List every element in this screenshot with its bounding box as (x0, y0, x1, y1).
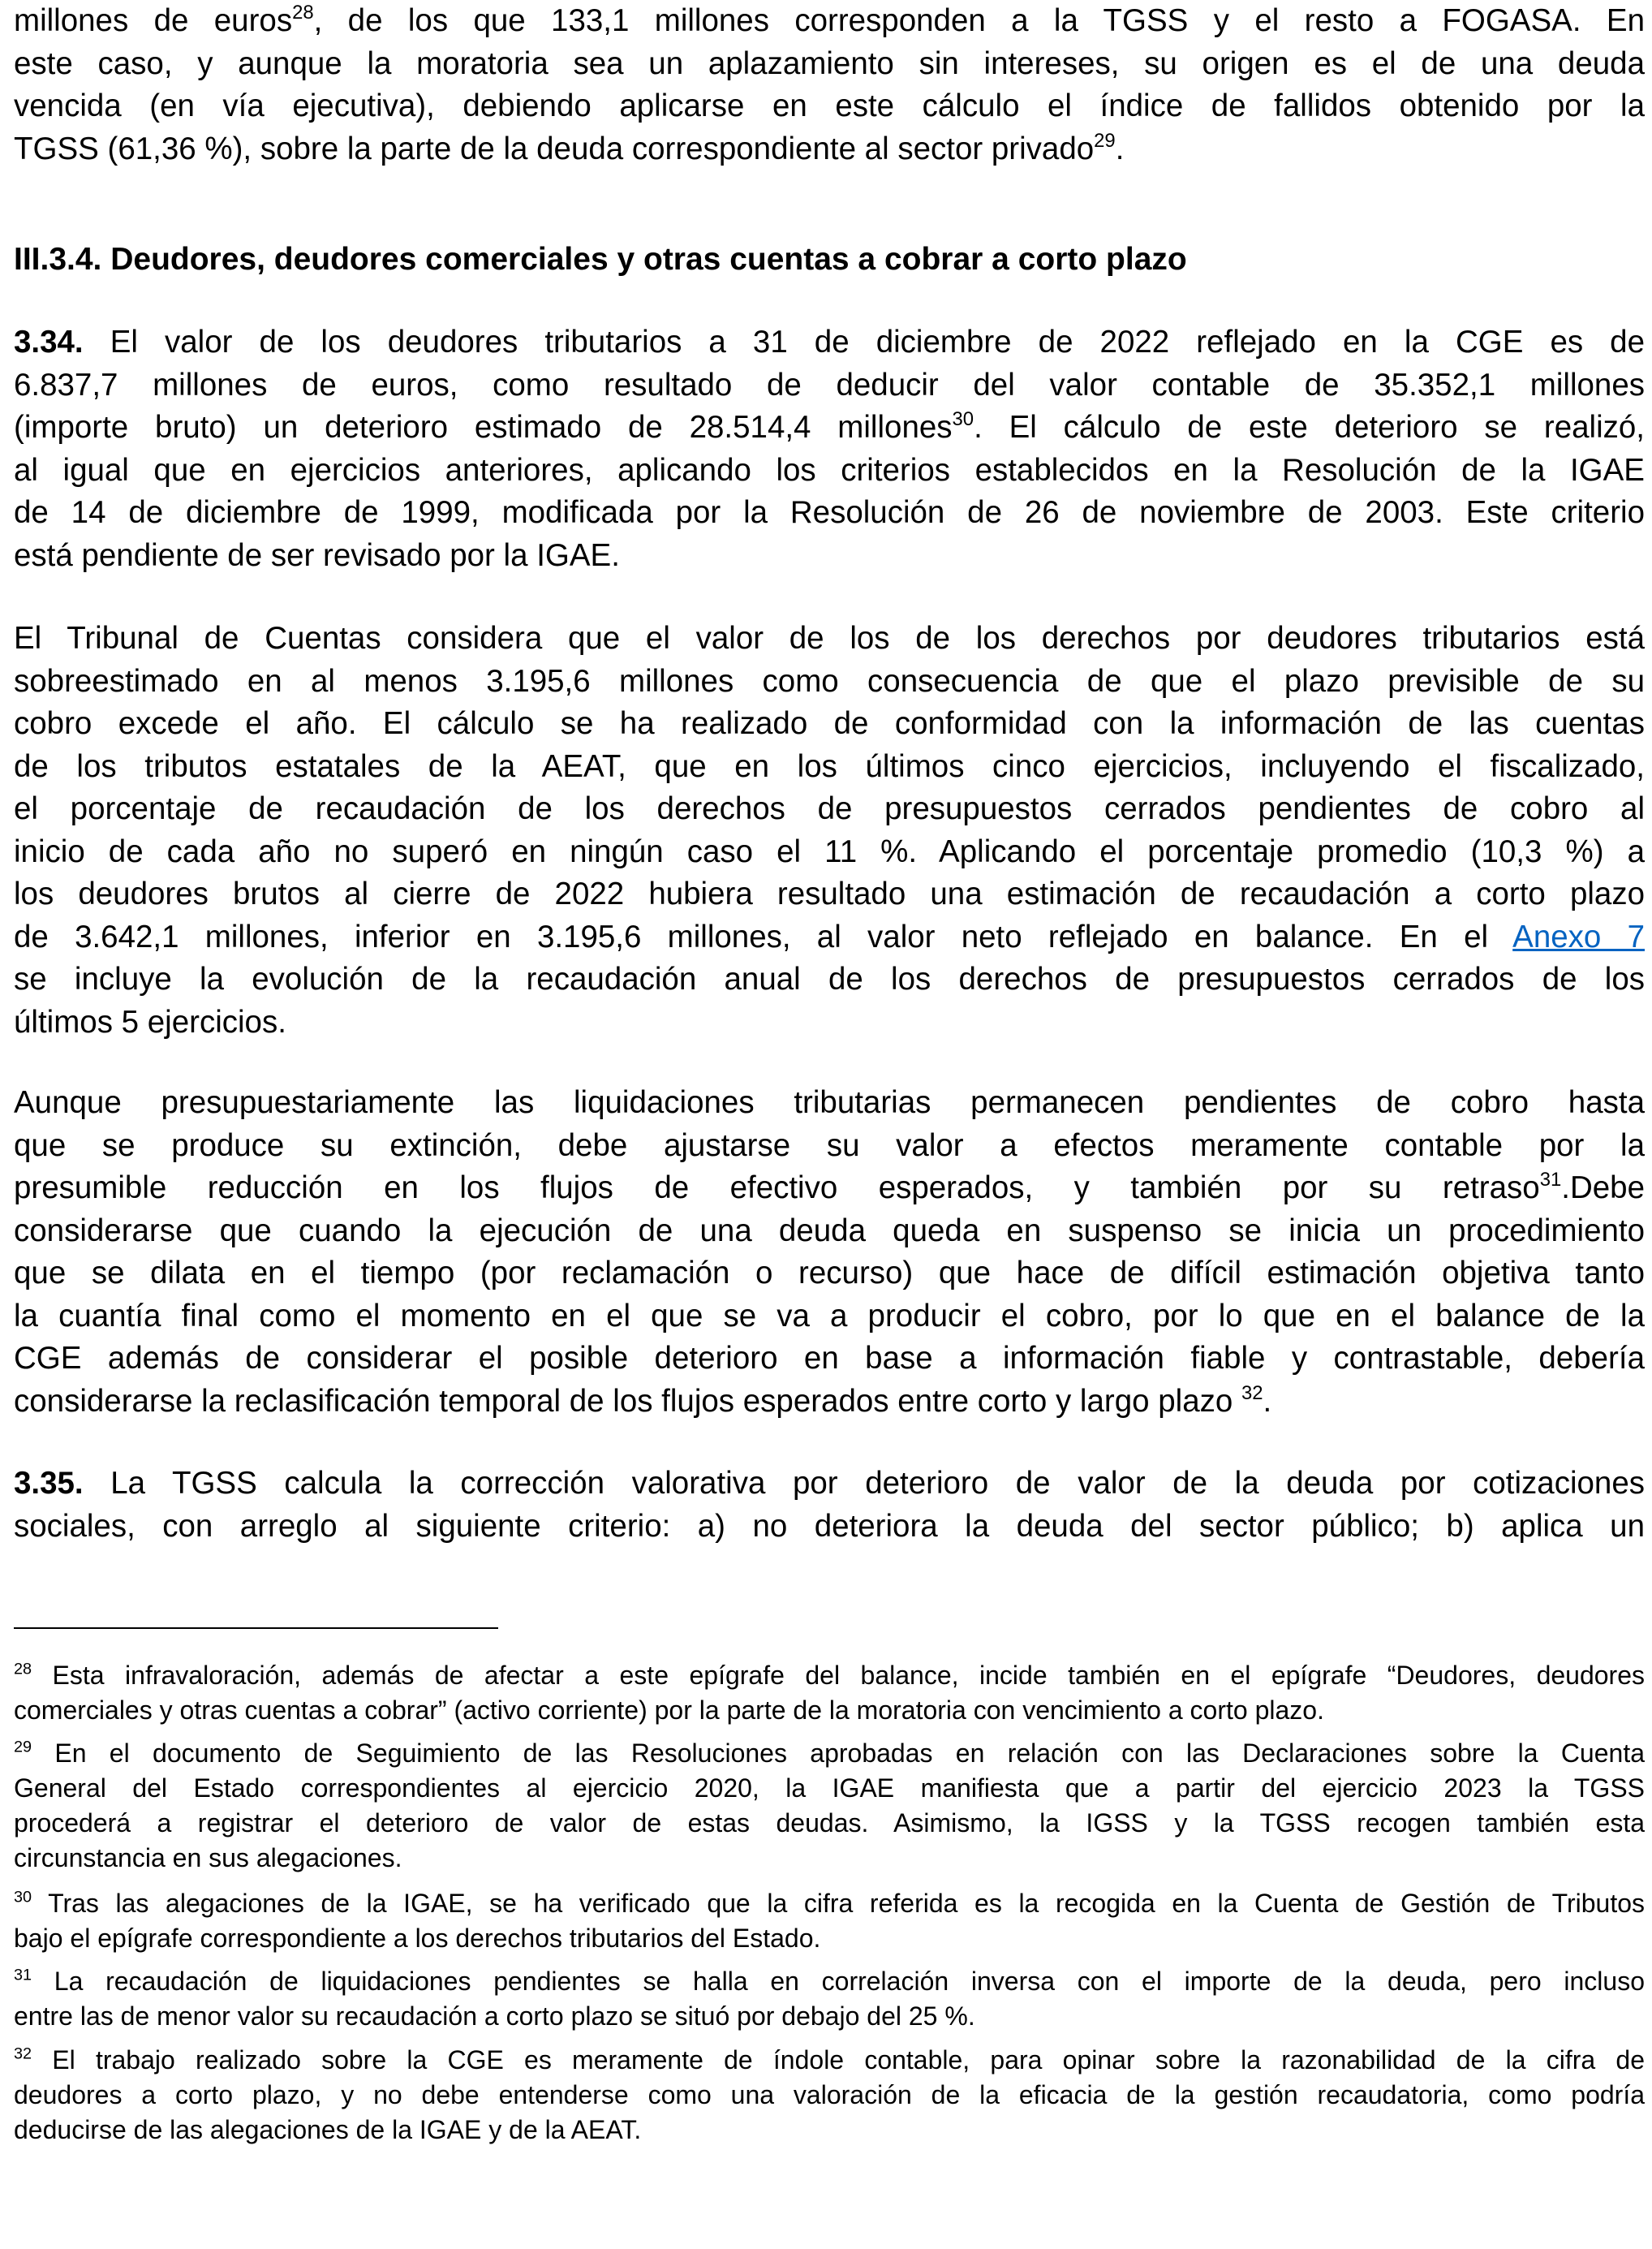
footnote-reference: 32 (1241, 1381, 1263, 1404)
text-segment: En el documento de Seguimiento de las Resoluciones aprobadas en relación con las Declaraciones sobre la Cuenta (32, 1738, 1645, 1768)
text-line (14, 1125, 1645, 1168)
footnote-reference: 31 (1539, 1169, 1562, 1191)
text-line (14, 364, 1645, 407)
text-line (14, 2078, 1645, 2113)
text-line (14, 1252, 1645, 1295)
text-line (14, 492, 1645, 535)
section-heading: III.3.4. Deudores, deudores comerciales y otras cuentas a cobrar a corto plazo (14, 242, 1187, 277)
text-segment: considerarse que cuando la ejecución de una deuda queda en suspenso se inicia un procedimiento (14, 1213, 1645, 1248)
text-line (14, 2043, 1645, 2078)
text-line (14, 916, 1645, 959)
text-line (14, 450, 1645, 493)
text-segment: que se dilata en el tiempo (por reclamación o recurso) que hace de difícil estimación objetiva tanto (14, 1256, 1645, 1290)
text-segment: procederá a registrar el deterioro de valor de estas deudas. Asimismo, la IGSS y la TGSS recogen también esta (14, 1808, 1645, 1838)
text-segment: al igual que en ejercicios anteriores, aplicando los criterios establecidos en la Resolución de la IGAE (14, 452, 1645, 488)
footnote-reference: 30 (14, 1888, 32, 1906)
text-segment: inicio de cada año no superó en ningún caso el 11 %. Aplicando el porcentaje promedio (10,3 %) a (14, 834, 1645, 869)
text-segment: está pendiente de ser revisado por la IGAE. (14, 537, 620, 573)
text-line (14, 1658, 1645, 1693)
text-line (14, 618, 1645, 661)
text-line (14, 1463, 1645, 1506)
footnote-separator (14, 1627, 498, 1629)
text-segment: de 14 de diciembre de 1999, modificada por la Resolución de 26 de noviembre de 2003. Este criterio (14, 495, 1645, 530)
text-segment: de 3.642,1 millones, inferior en 3.195,6 millones, al valor neto reflejado en balance. En el (14, 919, 1513, 954)
text-segment: El trabajo realizado sobre la CGE es meramente de índole contable, para opinar sobre la razonabilidad de la cifra de (32, 2045, 1645, 2075)
paragraph-number: 3.35. (14, 1466, 84, 1501)
text-segment: millones de euros (14, 3, 293, 38)
text-segment: la cuantía final como el momento en el que se va a producir el cobro, por lo que en el balance de la (14, 1298, 1645, 1333)
text-segment: últimos 5 ejercicios. (14, 1004, 286, 1040)
text-segment: considerarse la reclasificación temporal de los flujos esperados entre corto y largo plazo (14, 1383, 1241, 1419)
text-line (14, 1999, 1645, 2034)
text-line (14, 1886, 1645, 1921)
paragraph-tribunal (14, 618, 1645, 1044)
footnote-reference: 28 (292, 2, 314, 24)
footnote-30 (14, 1886, 1645, 1956)
footnote-reference: 30 (952, 408, 974, 431)
text-line (14, 1167, 1645, 1210)
text-line (14, 746, 1645, 789)
text-line (14, 1693, 1645, 1728)
text-segment: sobreestimado en al menos 3.195,6 millones como consecuencia de que el plazo previsible de su (14, 663, 1645, 699)
text-segment: . (1263, 1383, 1272, 1419)
text-line (14, 1771, 1645, 1806)
paragraph-number: 3.34. (14, 325, 84, 360)
footnote-29 (14, 1736, 1645, 1876)
footnote-reference: 32 (14, 2044, 32, 2063)
text-line (14, 128, 1645, 171)
text-segment: se incluye la evolución de la recaudación anual de los derechos de presupuestos cerrados de los (14, 962, 1645, 997)
text-segment: el porcentaje de recaudación de los derechos de presupuestos cerrados pendientes de cobro al (14, 791, 1645, 826)
text-line (14, 1381, 1645, 1424)
text-line (14, 1338, 1645, 1381)
footnote-28 (14, 1658, 1645, 1728)
text-line (14, 2113, 1645, 2148)
text-segment: (importe bruto) un deterioro estimado de 28.514,4 millones (14, 410, 953, 445)
text-line (14, 1806, 1645, 1841)
paragraph-3-35 (14, 1463, 1645, 1548)
text-segment: entre las de menor valor su recaudación a corto plazo se situó por debajo del 25 %. (14, 2001, 975, 2031)
text-line (14, 1082, 1645, 1125)
text-segment: La recaudación de liquidaciones pendientes se halla en correlación inversa con el importe de la deuda, pero incluso (32, 1967, 1645, 1996)
text-line (14, 321, 1645, 364)
text-line (14, 959, 1645, 1002)
text-segment: Esta infravaloración, además de afectar a este epígrafe del balance, incide también en el epígrafe “Deudores, deudores (32, 1661, 1645, 1690)
text-segment: comerciales y otras cuentas a cobrar” (activo corriente) por la parte de la moratoria con vencimiento a corto plazo. (14, 1695, 1324, 1725)
text-segment: El valor de los deudores tributarios a 31 de diciembre de 2022 reflejado en la CGE es de (83, 325, 1645, 360)
text-line (14, 407, 1645, 450)
footnote-reference: 31 (14, 1966, 32, 1984)
text-line (14, 788, 1645, 831)
text-line (14, 831, 1645, 874)
text-segment: de los tributos estatales de la AEAT, que en los últimos cinco ejercicios, incluyendo el fiscalizado, (14, 748, 1645, 784)
footnote-32 (14, 2043, 1645, 2148)
text-line (14, 535, 1645, 578)
paragraph-intro-continuation (14, 0, 1645, 170)
text-segment: .Debe (1561, 1170, 1645, 1205)
text-segment: que se produce su extinción, debe ajustarse su valor a efectos meramente contable por la (14, 1127, 1645, 1163)
text-segment: Tras las alegaciones de la IGAE, se ha verificado que la cifra referida es la recogida en la Cuenta de Gestión de Tributos (32, 1889, 1645, 1918)
text-segment: los deudores brutos al cierre de 2022 hubiera resultado una estimación de recaudación a corto plazo (14, 877, 1645, 911)
text-segment: El Tribunal de Cuentas considera que el valor de los de los derechos por deudores tributarios está (14, 621, 1645, 656)
text-line (14, 1841, 1645, 1876)
text-line (14, 703, 1645, 746)
text-segment: este caso, y aunque la moratoria sea un aplazamiento sin intereses, su origen es el de una deuda (14, 45, 1645, 81)
footnote-reference: 29 (14, 1738, 32, 1756)
text-segment: General del Estado correspondientes al ejercicio 2020, la IGAE manifiesta que a partir del ejercicio 2023 la TGSS (14, 1773, 1645, 1803)
text-line (14, 873, 1645, 916)
text-segment: bajo el epígrafe correspondiente a los derechos tributarios del Estado. (14, 1924, 821, 1953)
text-line (14, 85, 1645, 128)
text-segment: CGE además de considerar el posible deterioro en base a información fiable y contrastable, debería (14, 1341, 1645, 1376)
text-line (14, 1736, 1645, 1771)
text-segment: 6.837,7 millones de euros, como resultado de deducir del valor contable de 35.352,1 millones (14, 367, 1645, 403)
text-line (14, 661, 1645, 704)
text-line (14, 1210, 1645, 1253)
footnote-reference: 28 (14, 1660, 32, 1678)
text-segment: vencida (en vía ejecutiva), debiendo aplicarse en este cálculo el índice de fallidos obtenido por la (14, 88, 1645, 123)
text-line (14, 43, 1645, 86)
text-segment: sociales, con arreglo al siguiente criterio: a) no deteriora la deuda del sector público; b) aplica un (14, 1508, 1645, 1544)
text-segment: cobro excede el año. El cálculo se ha realizado de conformidad con la información de las cuentas (14, 706, 1645, 741)
text-segment: Aunque presupuestariamente las liquidaciones tributarias permanecen pendientes de cobro hasta (14, 1085, 1645, 1120)
text-line (14, 1506, 1645, 1549)
text-segment: , de los que 133,1 millones corresponden a la TGSS y el resto a FOGASA. En (313, 3, 1645, 38)
footnote-reference: 29 (1094, 129, 1116, 152)
text-line (14, 1964, 1645, 1999)
text-segment: TGSS (61,36 %), sobre la parte de la deuda correspondiente al sector privado (14, 131, 1095, 166)
text-segment: presumible reducción en los flujos de efectivo esperados, y también por su retraso (14, 1170, 1540, 1205)
text-segment: . El cálculo de este deterioro se realizó, (974, 410, 1645, 445)
anexo-link[interactable]: Anexo 7 (1512, 919, 1645, 954)
paragraph-liquidaciones (14, 1082, 1645, 1423)
text-segment: circunstancia en sus alegaciones. (14, 1843, 402, 1872)
paragraph-3-34 (14, 321, 1645, 577)
text-segment: . (1115, 131, 1125, 166)
text-segment: deducirse de las alegaciones de la IGAE y de la AEAT. (14, 2115, 642, 2144)
text-line (14, 1002, 1645, 1045)
footnote-31 (14, 1964, 1645, 2034)
text-line (14, 1295, 1645, 1338)
text-line (14, 1921, 1645, 1956)
text-line (14, 0, 1645, 43)
text-segment: La TGSS calcula la corrección valorativa por deterioro de valor de la deuda por cotizaciones (83, 1466, 1645, 1501)
text-segment: deudores a corto plazo, y no debe entenderse como una valoración de la eficacia de la gestión recaudatoria, como podría (14, 2080, 1645, 2109)
